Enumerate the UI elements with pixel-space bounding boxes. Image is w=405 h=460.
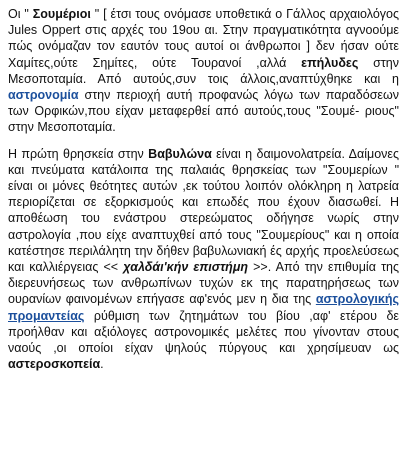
emphasized-text: επήλυδες [301,55,359,70]
paragraph-sumerians [8,6,399,136]
paragraph-babylon-religion [8,146,399,373]
emphasized-text: χαλδάι'κήν επιστήμη [123,260,248,275]
text-run: στην Μεσοποταμία. Από αυτούς,συν τοις άλλοις,αναπτύχθηκε και η [8,55,400,86]
text-run: >>. Από την επιθυμία της διερευνήσεως των ανθρωπίνων τυχών εκ της παρατηρήσεως των ουρανίων φαινομένων επήγασε αφ'ενός μεν η δια της [8,260,399,307]
text-run: . [100,357,104,372]
text-run: " [ έτσι τους ονόμασε υποθετικά ο Γάλλος αρχαιολόγος Jules Oppert στις αρχές του 19ου αι. Στην πραγματικότητα αγνοούμε πώς ονόμαζαν τον εαυτόν τους αυτοί οι άνθρωποι ] δεν ήσαν ούτε Χαμίτες,ούτε Σημίτες, ούτε Τουρανοί ,αλλά [8,7,399,70]
text-run: Οι " [8,7,33,21]
text-run: ρύθμιση των ζητημάτων του βίου ,αφ' ετέρου δε προήλθαν και αξιόλογες αστρονομικές μελέτες που γίνονταν στους ναούς ,οι οποίοι είχαν ψηλούς πύργους και χρησίμευαν ως [8,308,399,356]
text-run: είναι η δαιμονολατρεία. Δαίμονες και πνεύματα κατάλοιπα της παλαιάς θρησκείας των "Σουμερίων " είναι οι μόνες θεότητες αυτών ,εκ τούτου λοιπόν ολόκληρη η λατρεία περιορίζεται σε εξορκισμούς και επωδές που έχουν διασωθεί. Η αποθέωση του ενάστρου στερεώματος οδήγησε νωρίς στην αστρολογία ,που είχε αναπτυχθεί από τους "Σουμερίους" και η οποία κατέστησε περιλάλητη την δήθεν βαβυλωνιακή ές αρχής προελεύσεως και καλλιέργειας << [8,146,399,275]
emphasized-text: αστεροσκοπεία [8,357,101,372]
inline-link[interactable]: αστρολογικής προμαντείας [8,292,399,323]
inline-link[interactable]: αστρονομία [8,88,79,103]
emphasized-text: Σουμέριοι [32,7,91,21]
text-run: στην περιοχή αυτή προφανώς λόγω των παραδόσεων των Ορφικών,που είχαν μεταφερθεί από αυτούς,τους "Σουμέ- ριους" στην Μεσοποταμία. [8,88,399,135]
emphasized-text: Βαβυλώνα [148,146,212,161]
text-run: Η πρώτη θρησκεία στην [8,146,149,161]
